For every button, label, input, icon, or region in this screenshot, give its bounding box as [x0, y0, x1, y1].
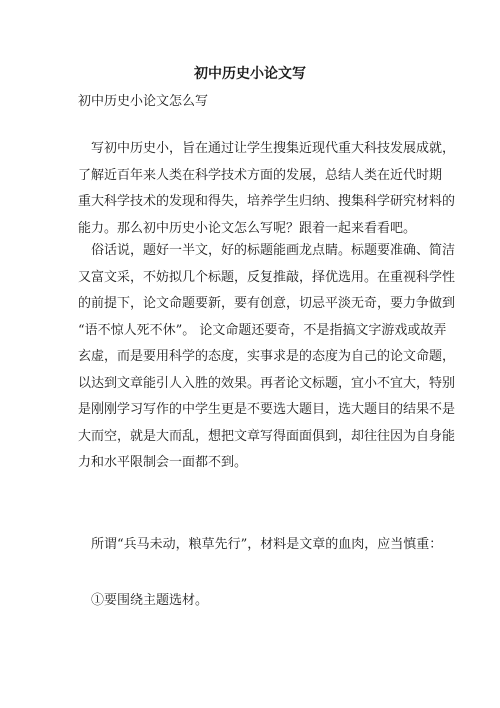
text-line: 玄虚，而是要用科学的态度，实事求是的态度为自己的论文命题， — [78, 349, 456, 364]
text-line: ①要围绕主题选材。 — [78, 593, 209, 608]
text-line: “语不惊人死不休”。 论文命题还要奇，不是指搞文字游戏或故弄 — [78, 322, 447, 338]
text-line: 力和水平限制会一面都不到。 — [78, 455, 248, 470]
paragraph-4 — [78, 588, 428, 615]
paragraph-3 — [78, 532, 443, 559]
text-line: 又富文采，不妨拟几个标题，反复推敲，择优选用。在重视科学性 — [78, 269, 456, 285]
page-subtitle: 初中历史小论文怎么写 — [78, 94, 209, 109]
text-line: 的前提下，论文命题要新，要有创意，切忌平淡无奇，要力争做到 — [78, 296, 456, 311]
paragraph-2 — [78, 238, 456, 477]
text-line: 是刚刚学习写作的中学生更是不要选大题目，选大题目的结果不是 — [78, 402, 456, 417]
text-line: 以达到文章能引人入胜的效果。再者论文标题，宜小不宜大，特别 — [78, 375, 456, 391]
text-line: 俗话说，题好一半文，好的标题能画龙点睛。标题要准确、简洁 — [78, 243, 456, 258]
text-line: 所谓“兵马未动，粮草先行”，材料是文章的血肉，应当慎重： — [78, 537, 443, 552]
text-line: 重大科学技术的发现和得失，培养学生归纳、搜集科学研究材料的 — [78, 194, 456, 209]
text-line: 大而空，就是大而乱，想把文章写得面面俱到，却往往因为自身能 — [78, 428, 456, 444]
text-line: 了解近百年来人类在科学技术方面的发展，总结人类在近代时期 — [78, 167, 443, 183]
text-line: 能力。那么初中历史小论文怎么写呢？跟着一起来看看吧。 — [78, 220, 417, 236]
page-title: 初中历史小论文写 — [194, 66, 306, 82]
paragraph-1 — [78, 136, 456, 242]
text-line: 写初中历史小，旨在通过让学生搜集近现代重大科技发展成就， — [78, 141, 456, 156]
